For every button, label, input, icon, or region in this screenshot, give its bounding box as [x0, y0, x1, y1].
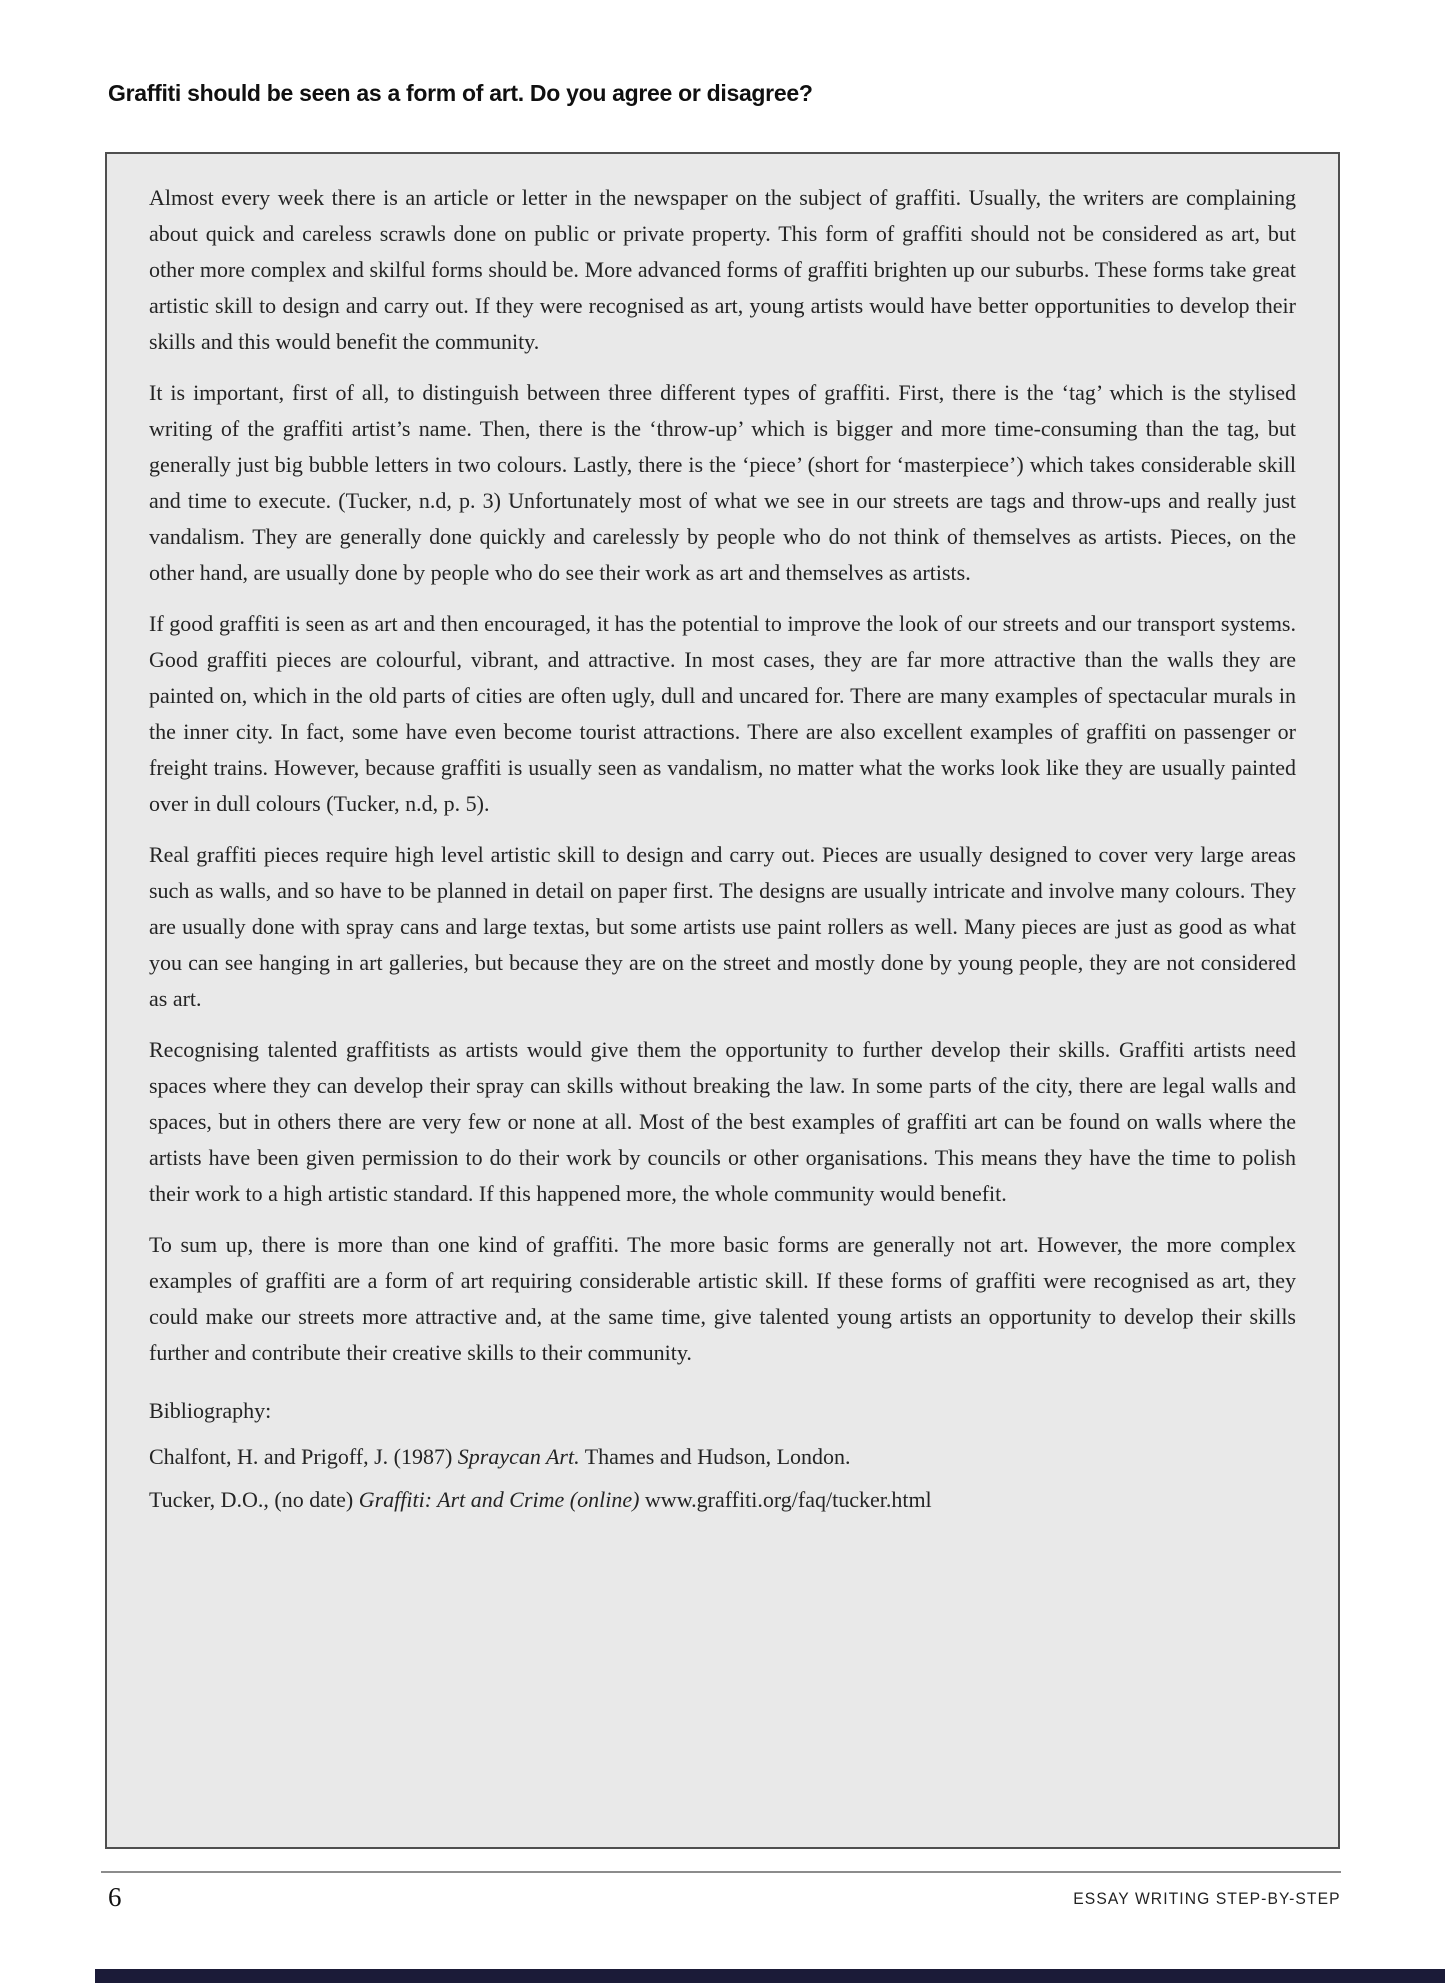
- footer-bar: [95, 1969, 1445, 1983]
- bibliography-entry-2-title: Graffiti: Art and Crime (online): [358, 1487, 640, 1512]
- page-number: 6: [108, 1882, 122, 1912]
- bibliography-entry-1-title: Spraycan Art.: [457, 1444, 580, 1469]
- running-title: ESSAY WRITING STEP-BY-STEP: [1073, 1889, 1341, 1908]
- bibliography-entry-1-publisher: Thames and Hudson, London.: [579, 1444, 851, 1469]
- essay-paragraph-2: It is important, first of all, to distinguish between three different types of graffiti. First, there is the ‘tag’ which is the stylised writing of the graffiti artist’s name. Then, there is the ‘throw-up’ which is bigger and more time-consuming than the tag, but generally just big bubble letters in two colours. Lastly, there is the ‘piece’ (short for ‘masterpiece’) which takes considerable skill and time to execute. (Tucker, n.d, p. 3) Unfortunately most of what we see in our streets are tags and throw-ups and really just vandalism. They are generally done quickly and carelessly by people who do not think of themselves as artists. Pieces, on the other hand, are usually done by people who do see their work as art and themselves as artists.: [149, 380, 1296, 585]
- essay-box: [105, 152, 1340, 1849]
- essay-question-title: Graffiti should be seen as a form of art. Do you agree or disagree?: [108, 80, 813, 106]
- essay-paragraph-5: Recognising talented graffitists as artists would give them the opportunity to further develop their skills. Graffiti artists need spaces where they can develop their spray can skills without breaking the law. In some parts of the city, there are legal walls and spaces, but in others there are very few or none at all. Most of the best examples of graffiti art can be found on walls where the artists have been given permission to do their work by councils or other organisations. This means they have the time to polish their work to a high artistic standard. If this happened more, the whole community would benefit.: [149, 1037, 1296, 1206]
- essay-paragraph-1: Almost every week there is an article or letter in the newspaper on the subject of graffiti. Usually, the writers are complaining about quick and careless scrawls done on public or private property. This form of graffiti should not be considered as art, but other more complex and skilful forms should be. More advanced forms of graffiti brighten up our suburbs. These forms take great artistic skill to design and carry out. If they were recognised as art, young artists would have better opportunities to develop their skills and this would benefit the community.: [149, 185, 1296, 354]
- essay-paragraph-3: If good graffiti is seen as art and then encouraged, it has the potential to improve the look of our streets and our transport systems. Good graffiti pieces are colourful, vibrant, and attractive. In most cases, they are far more attractive than the walls they are painted on, which in the old parts of cities are often ugly, dull and uncared for. There are many examples of spectacular murals in the inner city. In fact, some have even become tourist attractions. There are also excellent examples of graffiti on passenger or freight trains. However, because graffiti is usually seen as vandalism, no matter what the works look like they are usually painted over in dull colours (Tucker, n.d, p. 5).: [149, 611, 1296, 816]
- bibliography-entry-1-authors: Chalfont, H. and Prigoff, J. (1987): [149, 1444, 458, 1469]
- essay-paragraph-6: To sum up, there is more than one kind of graffiti. The more basic forms are generally not art. However, the more complex examples of graffiti are a form of art requiring considerable artistic skill. If these forms of graffiti were recognised as art, they could make our streets more attractive and, at the same time, give talented young artists an opportunity to develop their skills further and contribute their creative skills to their community.: [149, 1232, 1296, 1365]
- bibliography-entry-1: [149, 1435, 1296, 1478]
- essay-paragraph-4: Real graffiti pieces require high level artistic skill to design and carry out. Pieces are usually designed to cover very large areas such as walls, and so have to be planned in detail on paper first. The designs are usually intricate and involve many colours. They are usually done with spray cans and large textas, but some artists use paint rollers as well. Many pieces are just as good as what you can see hanging in art galleries, but because they are on the street and mostly done by young people, they are not considered as art.: [149, 842, 1296, 1011]
- bibliography-entry-2: [149, 1478, 1296, 1521]
- footer-divider: [101, 1871, 1341, 1873]
- bibliography-entry-2-url: www.graffiti.org/faq/tucker.html: [639, 1487, 932, 1512]
- bibliography-heading: Bibliography:: [149, 1398, 272, 1423]
- bibliography-entry-2-authors: Tucker, D.O., (no date): [149, 1487, 359, 1512]
